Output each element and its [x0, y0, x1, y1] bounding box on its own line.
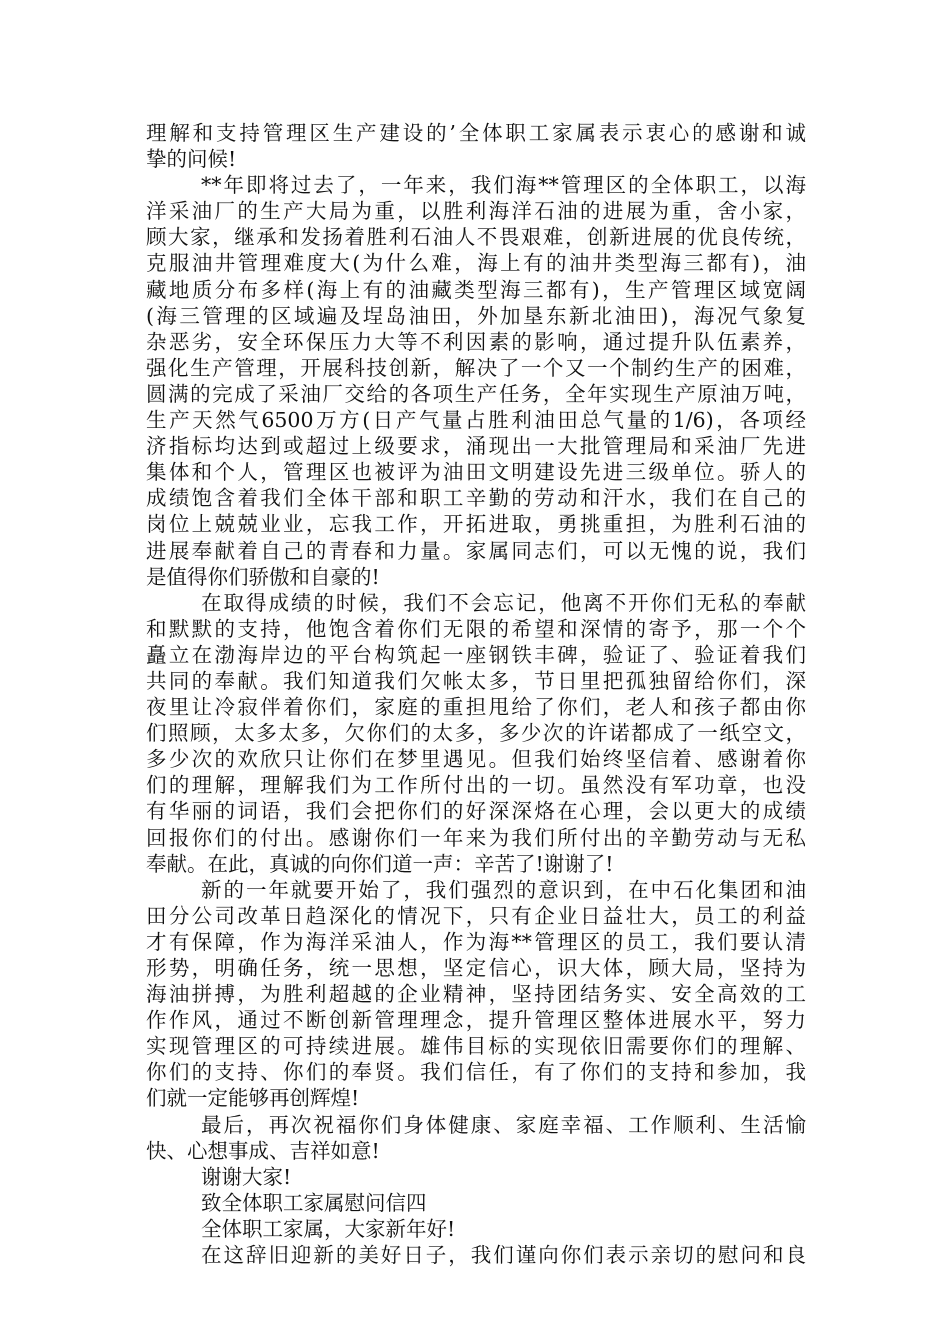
text-line: 多少次的欢欣只让你们在梦里遇见。但我们始终坚信着、感谢着你 — [146, 747, 806, 772]
document-page — [146, 120, 806, 1268]
text-line: 全体职工家属，大家新年好! — [201, 1216, 456, 1241]
text-line: 形势，明确任务，统一思想，坚定信心，识大体，顾大局，坚持为 — [146, 956, 806, 980]
text-line: 夜里让冷寂伴着你们，家庭的重担甩给了你们，老人和孩子都由你 — [146, 695, 806, 720]
text-line: 们的理解，理解我们为工作所付出的一切。虽然没有军功章，也没 — [146, 773, 806, 798]
text-line: 海油拼搏，为胜利超越的企业精神，坚持团结务实、安全高效的工 — [146, 982, 806, 1007]
text-line: 在这辞旧迎新的美好日子，我们谨向你们表示亲切的慰问和良 — [201, 1243, 806, 1268]
text-line: 和默默的支持，他饱含着你们无限的希望和深情的寄予，那一个个 — [146, 616, 806, 641]
text-line: 是值得你们骄傲和自豪的! — [146, 564, 380, 589]
text-line: 济指标均达到或超过上级要求，涌现出一大批管理局和采油厂先进 — [146, 434, 806, 459]
text-line: 进展奉献着自己的青春和力量。家属同志们，可以无愧的说，我们 — [146, 538, 806, 563]
text-line: 岗位上兢兢业业，忘我工作，开拓进取，勇挑重担，为胜利石油的 — [146, 512, 806, 537]
text-line: 理解和支持管理区生产建设的’全体职工家属表示衷心的感谢和诚 — [146, 121, 806, 145]
text-line: 作作风，通过不断创新管理理念，提升管理区整体进展水平，努力 — [146, 1008, 806, 1033]
text-line: 快、心想事成、吉祥如意! — [146, 1138, 380, 1163]
text-line: 新的一年就要开始了，我们强烈的意识到，在中石化集团和油 — [201, 877, 806, 902]
text-line: 圆满的完成了采油厂交给的各项生产任务，全年实现生产原油万吨， — [146, 381, 806, 406]
text-line: 谢谢大家! — [201, 1164, 292, 1189]
text-line: 你们的支持、你们的奉贤。我们信任，有了你们的支持和参加，我 — [146, 1060, 806, 1085]
text-line: 田分公司改革日趋深化的情况下，只有企业日益壮大，员工的利益 — [146, 903, 806, 928]
text-line: 在取得成绩的时候，我们不会忘记，他离不开你们无私的奉献 — [201, 590, 806, 615]
text-line: 洋采油厂的生产大局为重，以胜利海洋石油的进展为重，舍小家， — [146, 199, 806, 224]
text-line: 致全体职工家属慰问信四 — [201, 1190, 427, 1215]
text-line: 有华丽的词语，我们会把你们的好深深烙在心理，会以更大的成绩 — [146, 799, 806, 824]
text-line: 奉献。在此，真诚的向你们道一声：辛苦了!谢谢了! — [146, 851, 614, 876]
text-line: 杂恶劣，安全环保压力大等不利因素的影响，通过提升队伍素养， — [146, 329, 806, 354]
text-line: 回报你们的付出。感谢你们一年来为我们所付出的辛勤劳动与无私 — [146, 825, 806, 850]
text-line: 矗立在渤海岸边的平台构筑起一座钢铁丰碑，验证了、验证着我们 — [146, 642, 806, 667]
text-line: 共同的奉献。我们知道我们欠帐太多，节日里把孤独留给你们，深 — [146, 668, 806, 693]
text-line: 最后，再次祝福你们身体健康、家庭幸福、工作顺利、生活愉 — [201, 1112, 806, 1137]
text-line: **年即将过去了，一年来，我们海**管理区的全体职工，以海 — [201, 173, 806, 198]
text-line: 挚的问候! — [146, 147, 237, 172]
text-line: 成绩饱含着我们全体干部和职工辛勤的劳动和汗水，我们在自己的 — [146, 486, 806, 511]
text-line: 强化生产管理，开展科技创新，解决了一个又一个制约生产的困难， — [146, 355, 806, 380]
text-line: 们就一定能够再创辉煌! — [146, 1086, 360, 1111]
text-line: 才有保障，作为海洋采油人，作为海**管理区的员工，我们要认清 — [146, 929, 806, 954]
text-line: 藏地质分布多样(海上有的油藏类型海三都有)，生产管理区域宽阔 — [146, 277, 806, 302]
text-line: 顾大家，继承和发扬着胜利石油人不畏艰难，创新进展的优良传统， — [146, 225, 806, 250]
text-line: 克服油井管理难度大(为什么难，海上有的油井类型海三都有)，油 — [146, 251, 806, 276]
text-line: (海三管理的区域遍及埕岛油田，外加垦东新北油田)，海况气象复 — [146, 303, 806, 328]
text-line: 实现管理区的可持续进展。雄伟目标的实现依旧需要你们的理解、 — [146, 1034, 806, 1059]
text-line: 生产天然气6500万方(日产气量占胜利油田总气量的1/6)，各项经 — [146, 408, 806, 433]
text-line: 集体和个人，管理区也被评为油田文明建设先进三级单位。骄人的 — [146, 460, 806, 485]
text-line: 们照顾，太多太多，欠你们的太多，多少次的许诺都成了一纸空文， — [146, 721, 806, 746]
